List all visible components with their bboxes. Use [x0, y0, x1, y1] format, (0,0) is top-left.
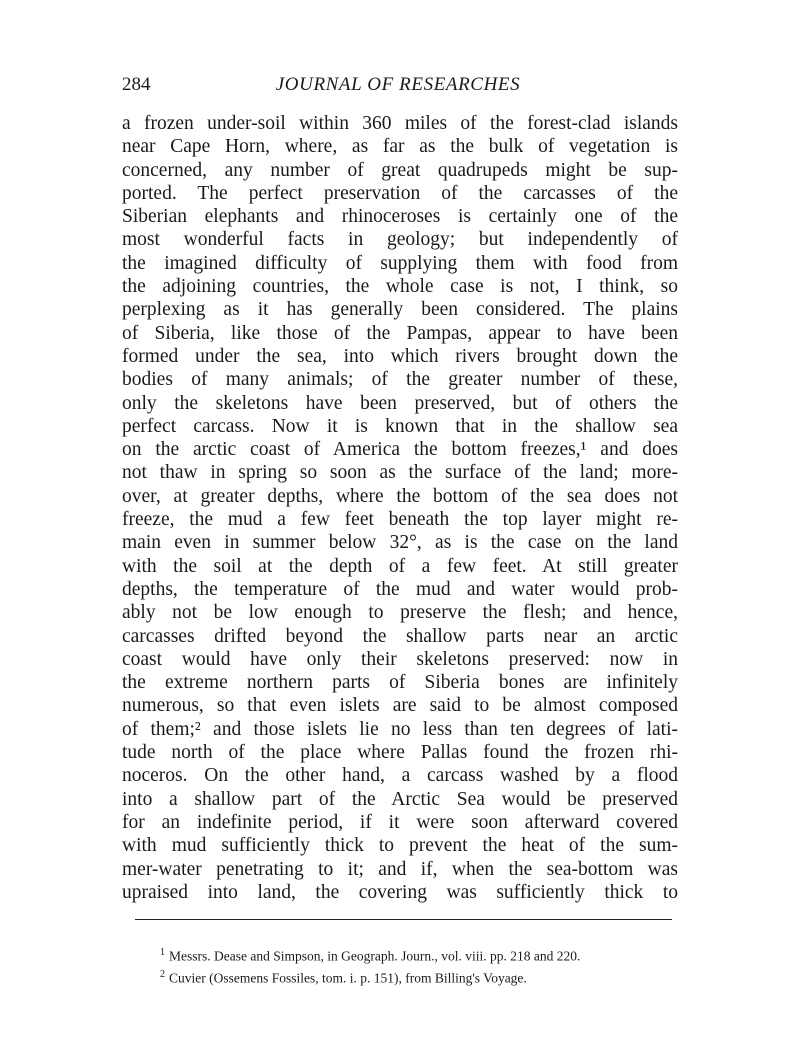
text-line: into a shallow part of the Arctic Sea would be preserved: [122, 788, 678, 810]
text-line: noceros. On the other hand, a carcass washed by a flood: [122, 765, 678, 787]
text-line: with mud sufficiently thick to prevent the heat of the sum-: [122, 835, 678, 857]
footnote-mark: 1: [160, 947, 165, 958]
text-line: upraised into land, the covering was sufficiently thick to: [122, 881, 678, 903]
text-line: perfect carcass. Now it is known that in the shallow sea: [122, 415, 678, 437]
text-line: with the soil at the depth of a few feet. At still greater: [122, 555, 678, 577]
text-line: the imagined difficulty of supplying them with food from: [122, 252, 678, 274]
body-text: [122, 112, 678, 904]
text-line: carcasses drifted beyond the shallow parts near an arctic: [122, 625, 678, 647]
text-line: ably not be low enough to preserve the flesh; and hence,: [122, 602, 678, 624]
text-line: depths, the temperature of the mud and water would prob-: [122, 578, 678, 600]
text-line: a frozen under-soil within 360 miles of the forest-clad islands: [122, 113, 678, 134]
page-number: 284: [122, 74, 151, 95]
text-line: freeze, the mud a few feet beneath the top layer might re-: [122, 509, 678, 531]
text-line: near Cape Horn, where, as far as the bulk of vegetation is: [122, 136, 678, 158]
footnote-mark: 2: [160, 968, 165, 980]
text-line: not thaw in spring so soon as the surface of the land; more-: [122, 462, 678, 484]
footnotes: [160, 944, 680, 987]
text-line: ported. The perfect preservation of the carcasses of the: [122, 182, 678, 204]
text-line: on the arctic coast of America the bottom freezes,¹ and does: [122, 439, 678, 461]
footnote-text: Cuvier (Ossemens Fossiles, tom. i. p. 151), from Billing's Voyage.: [169, 970, 527, 985]
text-line: only the skeletons have been preserved, but of others the: [122, 392, 678, 414]
running-head: [122, 74, 674, 100]
running-title: JOURNAL OF RESEARCHES: [275, 74, 521, 95]
text-line: main even in summer below 32°, as is the case on the land: [122, 532, 678, 554]
text-line: formed under the sea, into which rivers brought down the: [122, 345, 678, 367]
footnote-text: Messrs. Dease and Simpson, in Geograph. Journ., vol. viii. pp. 218 and 220.: [169, 948, 581, 964]
text-line: tude north of the place where Pallas found the frozen rhi-: [122, 742, 678, 764]
text-line: mer-water penetrating to it; and if, when the sea-bottom was: [122, 858, 678, 880]
footnote: [160, 966, 680, 988]
text-line: of them;² and those islets lie no less than ten degrees of lati-: [122, 718, 678, 740]
text-line: coast would have only their skeletons preserved: now in: [122, 648, 678, 670]
text-line: most wonderful facts in geology; but independently of: [122, 229, 678, 251]
text-line: concerned, any number of great quadrupeds might be sup-: [122, 159, 678, 181]
text-line: the extreme northern parts of Siberia bones are infinitely: [122, 672, 678, 694]
footnote: [160, 944, 680, 966]
footnote-rule: [135, 919, 672, 920]
text-line: for an indefinite period, if it were soon afterward covered: [122, 811, 678, 833]
text-line: of Siberia, like those of the Pampas, appear to have been: [122, 322, 678, 344]
text-line: perplexing as it has generally been considered. The plains: [122, 299, 678, 321]
text-line: the adjoining countries, the whole case is not, I think, so: [122, 276, 678, 298]
text-line: over, at greater depths, where the bottom of the sea does not: [122, 485, 678, 507]
text-line: bodies of many animals; of the greater number of these,: [122, 369, 678, 391]
text-line: Siberian elephants and rhinoceroses is certainly one of the: [122, 206, 678, 228]
text-line: numerous, so that even islets are said to be almost composed: [122, 695, 678, 717]
